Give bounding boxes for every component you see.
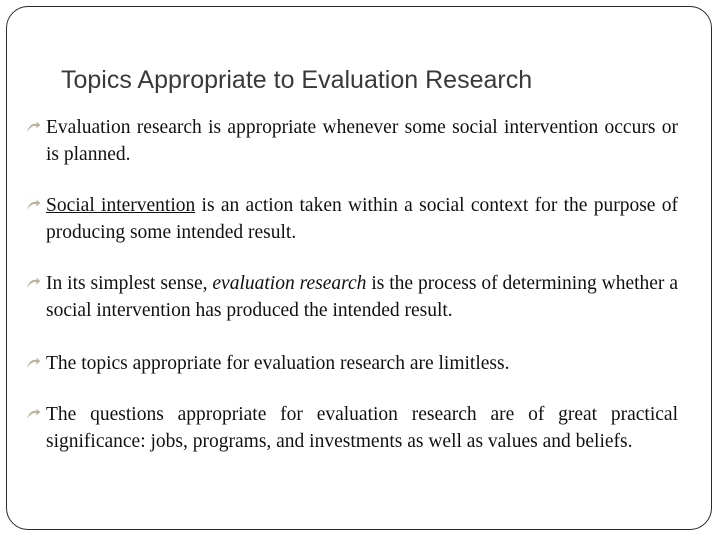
bullet-item bbox=[26, 192, 678, 246]
bullet-term-underlined: Social intervention bbox=[46, 195, 196, 216]
curved-arrow-bullet-icon bbox=[24, 192, 42, 219]
bullet-text: The topics appropriate for evaluation research are limitless. bbox=[46, 353, 510, 374]
slide-title: Topics Appropriate to Evaluation Research bbox=[61, 66, 533, 94]
bullet-list bbox=[26, 114, 678, 479]
bullet-text: is the process of determining whether a social intervention has produced the intended result. bbox=[46, 273, 678, 321]
bullet-text: is an action taken within a social context for the purpose of producing some intended result. bbox=[46, 195, 678, 243]
bullet-text: Evaluation research is appropriate whenever some social intervention occurs or is planned. bbox=[46, 117, 678, 165]
bullet-item bbox=[26, 350, 678, 377]
curved-arrow-bullet-icon bbox=[24, 270, 42, 297]
curved-arrow-bullet-icon bbox=[24, 350, 42, 377]
bullet-text: The questions appropriate for evaluation research are of great practical significance: jobs, programs, and investments as well as values and beliefs. bbox=[46, 404, 678, 452]
curved-arrow-bullet-icon bbox=[24, 114, 42, 141]
bullet-item bbox=[26, 270, 678, 324]
bullet-text: In its simplest sense, bbox=[46, 273, 213, 294]
bullet-item bbox=[26, 114, 678, 168]
curved-arrow-bullet-icon bbox=[24, 401, 42, 428]
bullet-item bbox=[26, 401, 678, 455]
bullet-term-italic: evaluation research bbox=[212, 273, 367, 294]
